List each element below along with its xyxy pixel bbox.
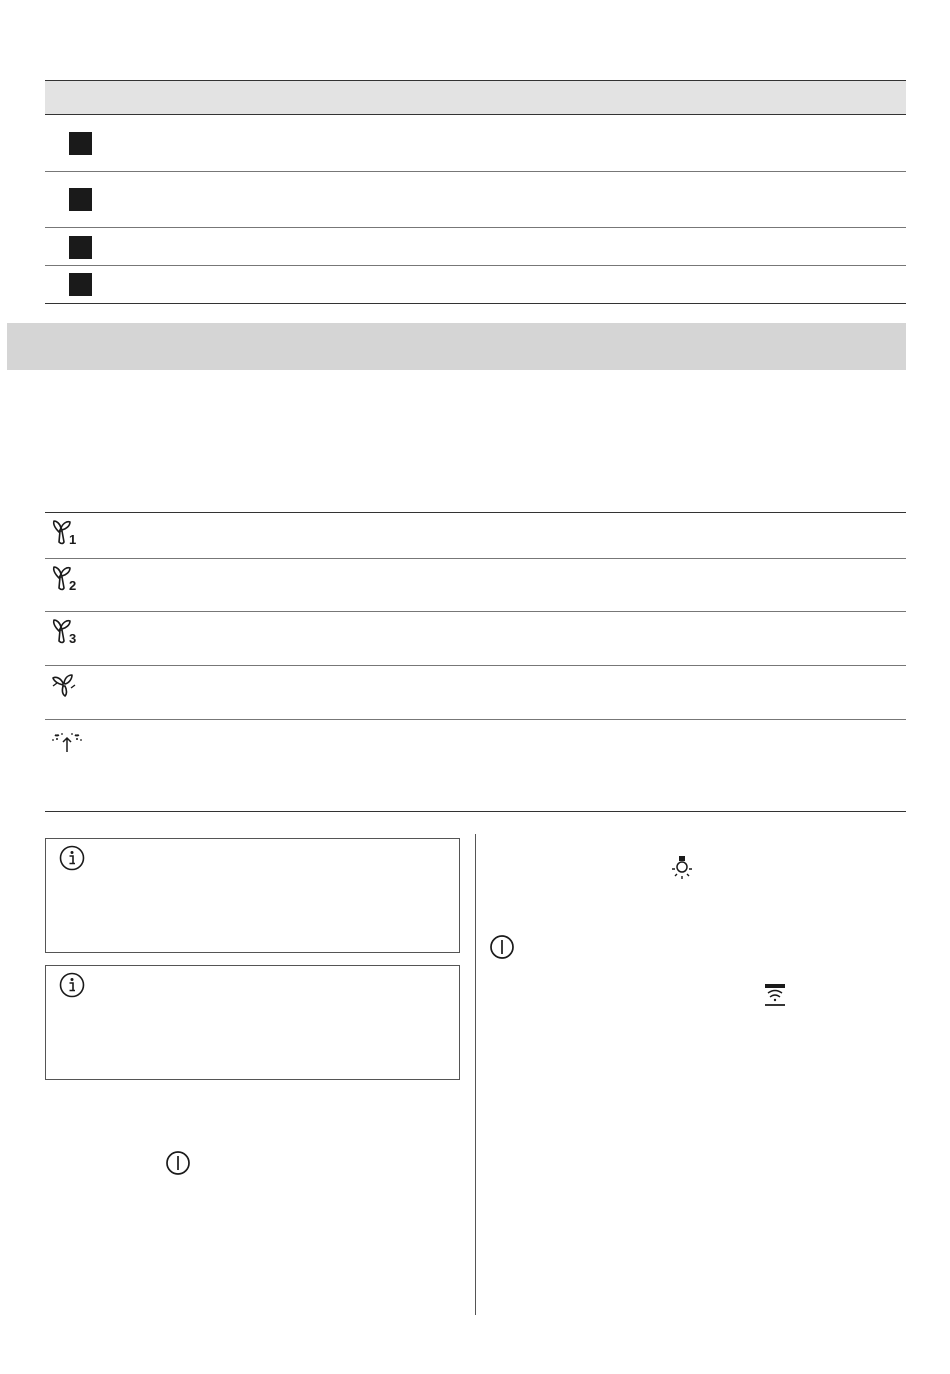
functions-row-divider (45, 665, 906, 666)
power-icon (489, 934, 515, 960)
functions-table-top-border (45, 512, 906, 513)
functions-row-divider (45, 719, 906, 720)
table-row-divider (45, 171, 906, 172)
breeze-icon (49, 726, 85, 758)
functions-row-divider (45, 611, 906, 612)
info-note-box (45, 965, 460, 1080)
svg-text:1: 1 (69, 532, 77, 547)
table-bottom-border (45, 303, 906, 304)
functions-row-divider (45, 558, 906, 559)
info-icon (59, 972, 85, 998)
fan-speed-1-icon (49, 518, 85, 550)
square-marker (69, 236, 92, 259)
fan-boost-icon (49, 672, 85, 704)
table-row-divider (45, 227, 906, 228)
table-row-divider (45, 265, 906, 266)
section-header-band (7, 323, 906, 370)
info-note-box (45, 838, 460, 953)
svg-text:3: 3 (69, 631, 77, 646)
table-header (45, 80, 906, 115)
column-divider (475, 834, 476, 1315)
square-marker (69, 188, 92, 211)
power-icon (165, 1150, 191, 1176)
light-bulb-icon (669, 855, 695, 881)
fan-speed-3-icon (49, 617, 85, 649)
hob2hood-icon (762, 983, 788, 1009)
fan-speed-2-icon (49, 564, 85, 596)
svg-text:2: 2 (69, 578, 77, 593)
square-marker (69, 132, 92, 155)
info-icon (59, 845, 85, 871)
functions-table-bottom-border (45, 811, 906, 812)
square-marker (69, 273, 92, 296)
